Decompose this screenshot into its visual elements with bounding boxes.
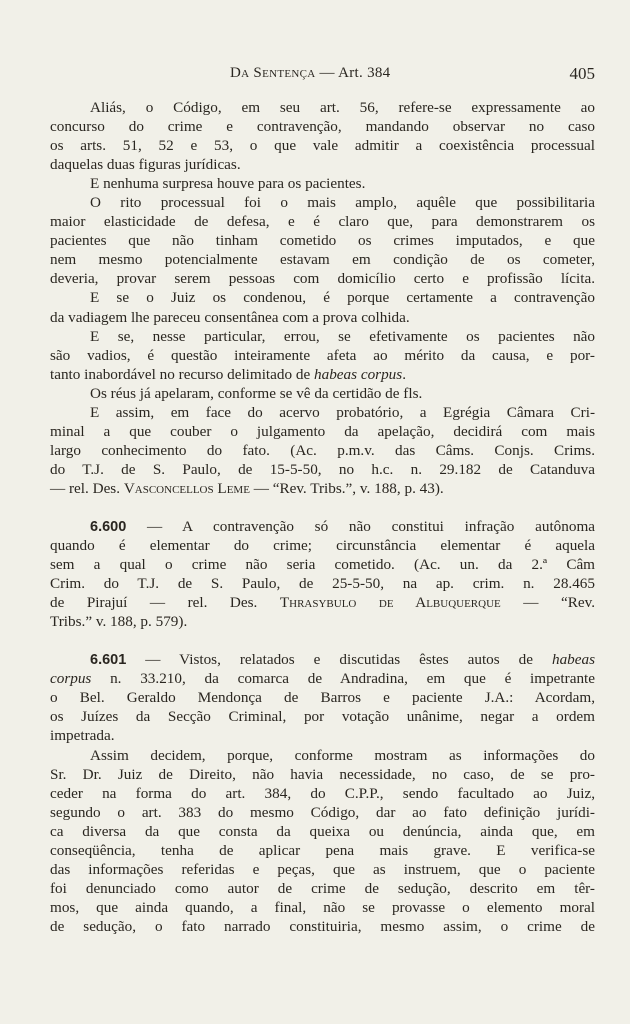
text-span: — rel. Des.: [50, 479, 124, 497]
text-span: — “Rev.: [500, 594, 595, 612]
text-line: Crim. do T.J. de S. Paulo, de 25-5-50, na ap. crim. n. 28.465: [50, 575, 595, 593]
latin-term: habeas: [551, 651, 595, 669]
text-line: sem a qual o crime não seria cometido. (Ac. un. da 2.ª Câm: [50, 556, 595, 574]
text-line: [50, 365, 595, 384]
entry-number: 6.601: [90, 652, 127, 669]
text-line: nem mesmo potencialmente estavam em condição de os cometer,: [50, 251, 595, 269]
entry-number: 6.600: [90, 518, 127, 535]
text-line: das informações referidas e peças, que as instruem, que o paciente: [50, 860, 595, 878]
text-line: E nenhuma surpresa houve para os pacientes.: [90, 175, 366, 193]
running-title: [230, 65, 390, 82]
text-span: tanto inabordável no recurso delimitado de: [50, 365, 315, 383]
text-line: pacientes que não tinham cometido os crimes imputados, e que: [50, 232, 595, 250]
running-title-section: Da Sentença: [230, 65, 316, 81]
text-line: daquelas duas figuras jurídicas.: [50, 156, 241, 174]
text-line: [50, 650, 595, 669]
judge-name: Vasconcellos Leme: [123, 479, 250, 497]
text-span: — “Rev. Tribs.”, v. 188, p. 43).: [249, 479, 444, 497]
text-line: ceder na forma do art. 384, do C.P.P., sendo facultado ao Juiz,: [50, 784, 595, 802]
entry-6600: [50, 517, 595, 631]
text-line: concurso do crime e contravenção, mandando observar no caso: [50, 118, 595, 136]
paragraph: [50, 403, 595, 498]
text-span: — Vistos, relatados e discutidas êstes autos de: [126, 651, 552, 669]
text-line: E assim, em face do acervo probatório, a Egrégia Câmara Cri-: [90, 403, 595, 421]
text-line: impetrada.: [50, 727, 115, 745]
text-span: n. 33.210, da comarca de Andradina, em que é impetrante: [91, 670, 595, 688]
text-line: deveria, provar serem pessoas com domicílio certo e profissão lícita.: [50, 270, 595, 288]
running-title-article: — Art. 384: [315, 65, 391, 81]
text-line: foi denunciado como autor de crime de sedução, descrito em têr-: [50, 879, 595, 897]
paragraph: [50, 193, 595, 288]
text-line: [50, 593, 595, 612]
text-span: .: [402, 365, 406, 383]
text-line: minal a que couber o julgamento da apelação, decidirá com mais: [50, 422, 595, 440]
text-span: de Pirajuí — rel. Des.: [50, 594, 280, 612]
text-line: Aliás, o Código, em seu art. 56, refere-se expressamente ao: [90, 99, 595, 116]
text-line: maior elasticidade de defesa, e é claro que, para demonstrarem os: [50, 213, 595, 231]
text-line: os Juízes da Secção Criminal, por votação unânime, negar a ordem: [50, 708, 595, 726]
paragraph: [50, 384, 595, 403]
text-line: [50, 669, 595, 688]
text-line: são vadios, é questão inteiramente afeta ao mérito da causa, e por-: [50, 346, 595, 364]
text-line: Tribs.” v. 188, p. 579).: [50, 613, 188, 631]
text-line: conseqüência, tenha de aplicar pena mais grave. E verifica-se: [50, 841, 595, 859]
text-line: de sedução, o fato narrado constituiria, mesmo assim, o crime de: [50, 917, 595, 935]
text-line: Sr. Dr. Juiz de Direito, não havia necessidade, no caso, de se pro-: [50, 765, 595, 783]
paragraph: [50, 174, 595, 193]
text-line: Os réus já apelaram, conforme se vê da certidão de fls.: [90, 384, 423, 402]
text-line: os arts. 51, 52 e 53, o que vale admitir a coexistência processual: [50, 137, 595, 155]
text-line: [50, 517, 595, 536]
page-body: [50, 98, 595, 936]
text-line: ca diversa da que consta da queixa ou denúncia, ainda que, em: [50, 822, 595, 840]
spacer: [50, 498, 595, 517]
paragraph: [50, 288, 595, 326]
latin-term: corpus: [50, 670, 92, 688]
text-line: [50, 479, 595, 498]
entry-6601: [50, 650, 595, 936]
text-line: quando é elementar do crime; circunstância elementar é aquela: [50, 537, 595, 555]
text-line: E se o Juiz os condenou, é porque certamente a contravenção: [90, 289, 595, 307]
text-line: da vadiagem lhe pareceu consentânea com a prova colhida.: [50, 308, 410, 326]
page-number: 405: [569, 64, 595, 83]
paragraph: [50, 98, 595, 174]
paragraph: [50, 327, 595, 384]
text-line: mos, que ainda quando, a final, não se provasse o elemento moral: [50, 898, 595, 916]
spacer: [50, 631, 595, 650]
text-line: largo conhecimento do fato. (Ac. p.m.v. das Câms. Conjs. Crims.: [50, 441, 595, 459]
judge-name: Thrasybulo de Albuquerque: [279, 594, 501, 612]
text-span: — A contravenção só não constitui infração autônoma: [126, 517, 595, 535]
text-line: Assim decidem, porque, conforme mostram as informações do: [90, 746, 595, 764]
text-line: E se, nesse particular, errou, se efetivamente os pacientes não: [90, 327, 595, 345]
text-line: O rito processual foi o mais amplo, aquêle que possibilitaria: [90, 194, 595, 212]
running-header: [50, 62, 595, 86]
text-line: do T.J. de S. Paulo, de 15-5-50, no h.c. n. 29.182 de Catanduva: [50, 460, 595, 478]
latin-term: habeas corpus: [314, 365, 403, 383]
text-line: o Bel. Geraldo Mendonça de Barros e paciente J.A.: Acordam,: [50, 689, 595, 707]
text-line: segundo o art. 383 do mesmo Código, dar ao fato definição jurídi-: [50, 803, 595, 821]
